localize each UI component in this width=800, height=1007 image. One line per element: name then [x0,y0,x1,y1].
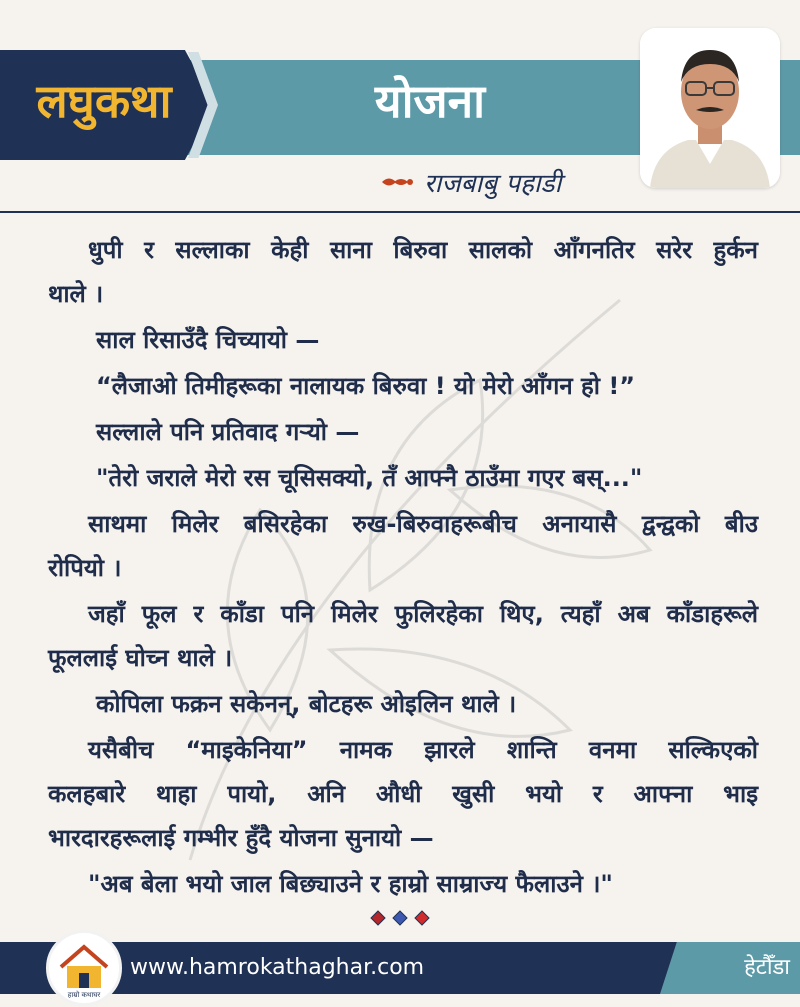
genre-label: लघुकथा [36,74,172,128]
house-logo-icon [46,930,122,1006]
story-line: धुपी र सल्लाका केही साना बिरुवा सालको आँगनतिर सरेर हुर्कन [88,236,758,264]
story-line: “लैजाओ तिमीहरूका नालायक बिरुवा ! यो मेरो आँगन हो !” [96,372,636,400]
story-line: "अब बेला भयो जाल बिछ्याउने र हाम्रो साम्राज्य फैलाउने ।" [88,870,613,898]
story-body [0,225,800,905]
story-line: कलहबारे थाहा पायो, अनि औधी खुसी भयो र आफ्ना भाइ [48,780,758,808]
story-line: सल्लाले पनि प्रतिवाद गऱ्यो — [96,418,360,446]
story-line: भारदारहरूलाई गम्भीर हुँदै योजना सुनायो — [48,824,434,852]
story-line: फूललाई घोच्न थाले । [48,644,233,672]
author-name: राजबाबु पहाडी [424,169,562,199]
story-line: कोपिला फक्रन सकेनन्, बोटहरू ओइलिन थाले । [96,690,517,718]
logo-text: हाम्रो कथाघर [67,991,101,999]
story-line: रोपियो । [48,554,122,582]
story-line: साल रिसाउँदै चिच्यायो — [96,326,320,354]
author-photo [640,28,780,188]
website-link[interactable]: www.hamrokathaghar.com [130,955,425,980]
story-title: योजना [374,74,486,128]
story-line: "तेरो जराले मेरो रस चूसिसक्यो, तँ आफ्नै ठाउँमा गएर बस्..." [96,464,643,492]
story-line: जहाँ फूल र काँडा पनि मिलेर फुलिरहेका थिए, त्यहाँ अब काँडाहरूले [88,600,758,628]
header-divider [0,211,800,213]
author-byline [380,162,561,202]
story-line: थाले । [48,280,104,308]
pen-nib-icon [380,174,414,190]
place-label: हेटौँडा [744,955,790,980]
diamond-ornament-icon [368,910,432,926]
story-line: साथमा मिलेर बसिरहेका रुख-बिरुवाहरूबीच अनायासै द्वन्द्वको बीउ [88,510,758,538]
story-line: यसैबीच “माइकेनिया” नामक झारले शान्ति वनमा सल्किएको [88,736,758,764]
